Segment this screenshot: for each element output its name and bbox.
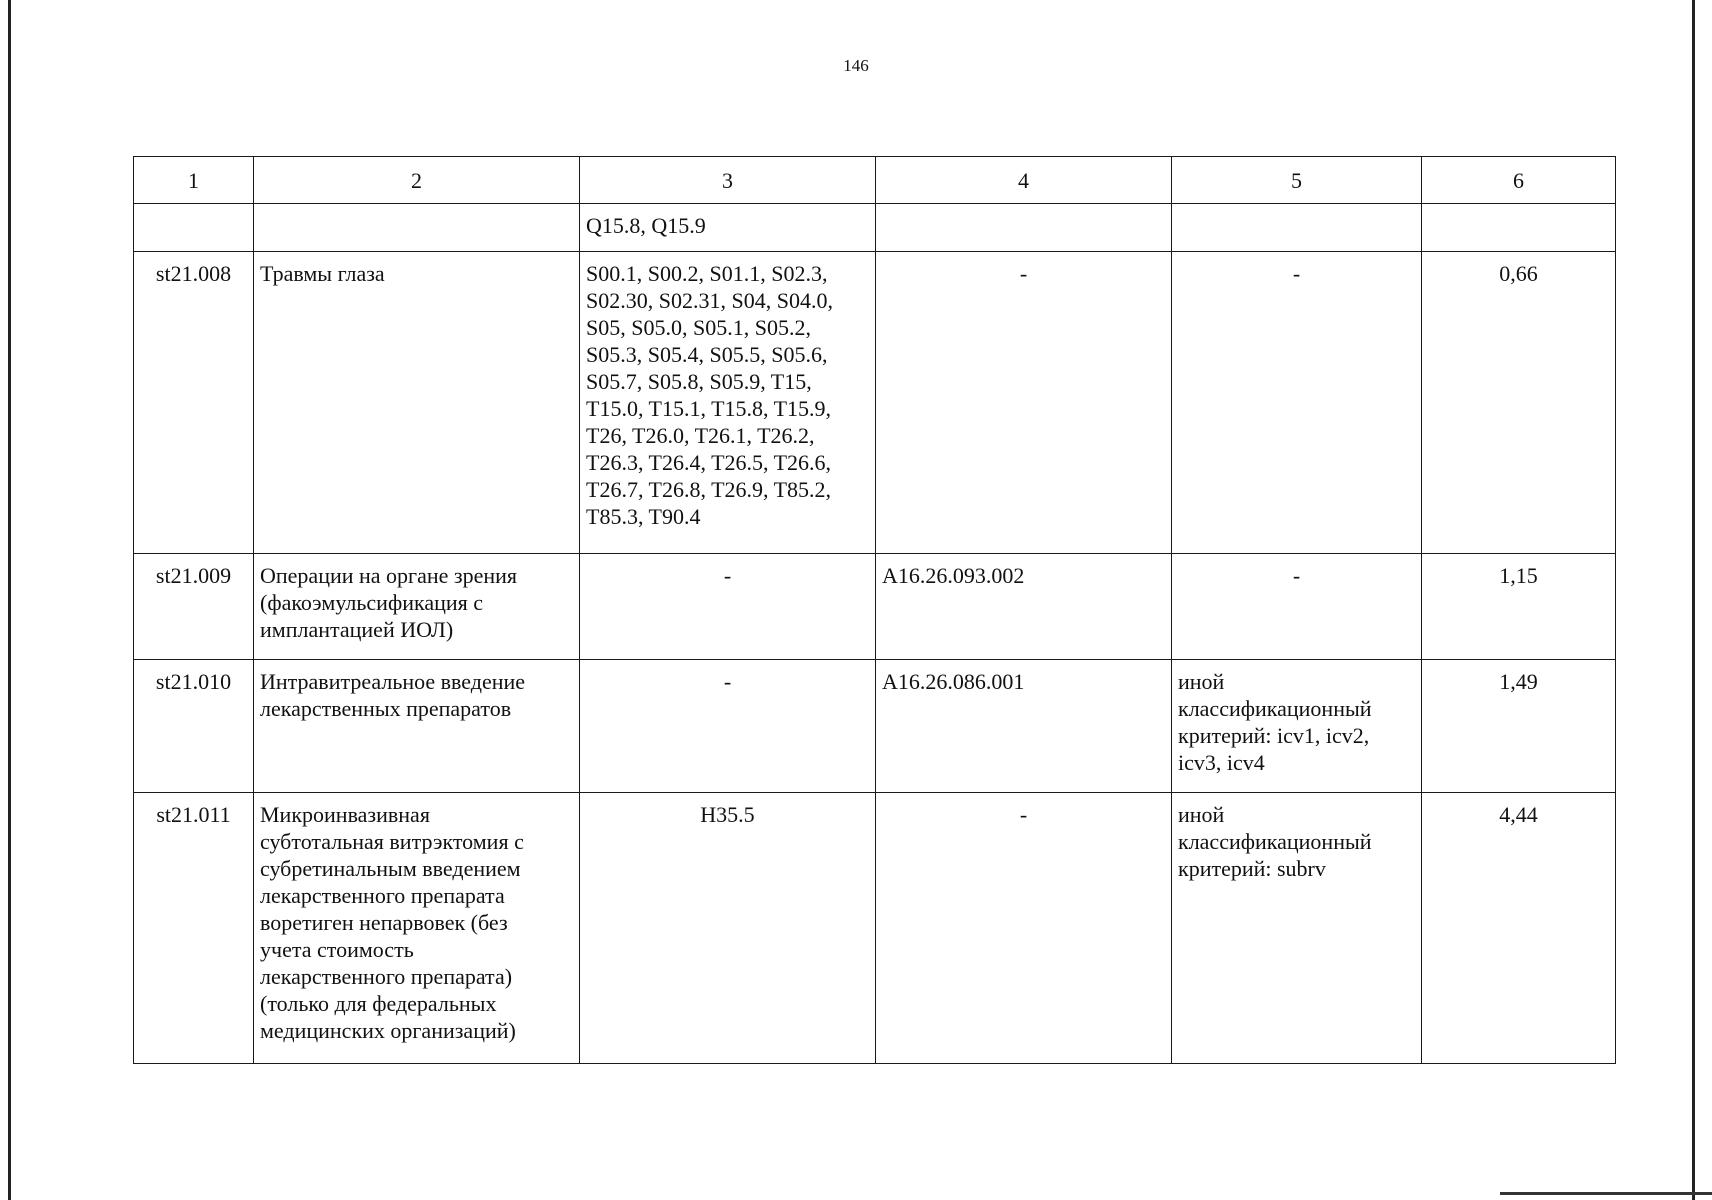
code-cell: st21.011 [134, 793, 254, 1064]
diagnosis-codes-cell: S00.1, S00.2, S01.1, S02.3, S02.30, S02.31, S04, S04.0, S05, S05.0, S05.1, S05.2, S05.3, S05.4, S05.5, S05.6, S05.7, S05.8, S05.9, T15, T15.0, T15.1, T15.8, T15.9, T26, T26.0, T26.1, T26.2, T26.3, T26.4, T26.5, T26.6, T26.7, T26.8, T26.9, T85.2, T85.3, T90.4 [580, 252, 876, 554]
coefficient-cell: 1,49 [1422, 660, 1616, 793]
name-cell: Интравитреальное введение лекарственных препаратов [254, 660, 580, 793]
header-row [134, 157, 1616, 204]
code-cell: st21.008 [134, 252, 254, 554]
page-number: 146 [843, 56, 869, 75]
criteria-cell: - [1172, 252, 1422, 554]
diagnosis-codes-cell: - [580, 660, 876, 793]
table-row [134, 793, 1616, 1064]
name-cell: Травмы глаза [254, 252, 580, 554]
column-header-4: 4 [876, 157, 1172, 204]
column-header-6: 6 [1422, 157, 1616, 204]
service-codes-cell: - [876, 793, 1172, 1064]
name-cell [254, 204, 580, 252]
service-codes-cell: A16.26.093.002 [876, 554, 1172, 660]
coefficient-cell: 4,44 [1422, 793, 1616, 1064]
coefficient-cell: 1,15 [1422, 554, 1616, 660]
scan-edge-right [1692, 0, 1695, 1200]
code-cell [134, 204, 254, 252]
name-cell: Микроинвазивная субтотальная витрэктомия с субретинальным введением лекарственного препарата воретиген непарвовек (без учета стоимость лекарственного препарата) (только для федеральных медицинских организаций) [254, 793, 580, 1064]
tariff-table [133, 156, 1616, 1064]
service-codes-cell: - [876, 252, 1172, 554]
column-header-2: 2 [254, 157, 580, 204]
diagnosis-codes-cell: Q15.8, Q15.9 [580, 204, 876, 252]
column-header-3: 3 [580, 157, 876, 204]
scan-edge-bottom [1500, 1192, 1712, 1195]
table-row [134, 660, 1616, 793]
service-codes-cell: A16.26.086.001 [876, 660, 1172, 793]
column-header-5: 5 [1172, 157, 1422, 204]
table-row [134, 252, 1616, 554]
name-cell: Операции на органе зрения (факоэмульсификация с имплантацией ИОЛ) [254, 554, 580, 660]
column-header-1: 1 [134, 157, 254, 204]
code-cell: st21.010 [134, 660, 254, 793]
service-codes-cell [876, 204, 1172, 252]
diagnosis-codes-cell: H35.5 [580, 793, 876, 1064]
criteria-cell: иной классификационный критерий: subrv [1172, 793, 1422, 1064]
table-row [134, 554, 1616, 660]
scan-edge-left [8, 0, 11, 1200]
coefficient-cell [1422, 204, 1616, 252]
code-cell: st21.009 [134, 554, 254, 660]
table-row [134, 204, 1616, 252]
coefficient-cell: 0,66 [1422, 252, 1616, 554]
criteria-cell [1172, 204, 1422, 252]
diagnosis-codes-cell: - [580, 554, 876, 660]
criteria-cell: - [1172, 554, 1422, 660]
criteria-cell: иной классификационный критерий: icv1, icv2, icv3, icv4 [1172, 660, 1422, 793]
